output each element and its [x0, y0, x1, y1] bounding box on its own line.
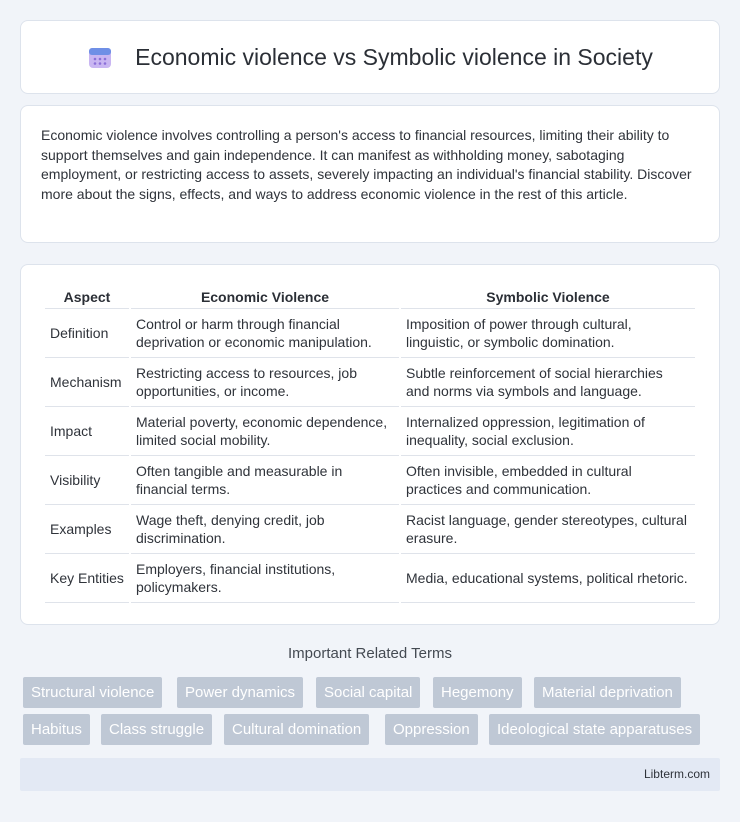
row-symbolic: Media, educational systems, political rhetoric.: [401, 554, 695, 603]
row-symbolic: Imposition of power through cultural, linguistic, or symbolic domination.: [401, 309, 695, 358]
header-economic: Economic Violence: [131, 285, 399, 309]
table-row: [45, 554, 695, 603]
related-tag[interactable]: Power dynamics: [177, 677, 303, 708]
title-card: [20, 20, 720, 94]
comparison-table: [43, 285, 697, 603]
row-aspect: Definition: [45, 309, 129, 358]
related-tag[interactable]: Cultural domination: [224, 714, 369, 745]
related-tag[interactable]: Hegemony: [433, 677, 522, 708]
related-tag[interactable]: Social capital: [316, 677, 420, 708]
related-tag[interactable]: Ideological state apparatuses: [489, 714, 700, 745]
row-aspect: Mechanism: [45, 358, 129, 407]
related-tag[interactable]: Material deprivation: [534, 677, 681, 708]
related-tag[interactable]: Class struggle: [101, 714, 212, 745]
related-tag[interactable]: Oppression: [385, 714, 478, 745]
table-header-row: [45, 285, 695, 309]
table-row: [45, 505, 695, 554]
row-aspect: Key Entities: [45, 554, 129, 603]
row-economic: Material poverty, economic dependence, limited social mobility.: [131, 407, 399, 456]
table-row: [45, 407, 695, 456]
page-title: Economic violence vs Symbolic violence in Society: [135, 43, 653, 70]
row-symbolic: Racist language, gender stereotypes, cultural erasure.: [401, 505, 695, 554]
row-symbolic: Often invisible, embedded in cultural practices and communication.: [401, 456, 695, 505]
table-row: [45, 309, 695, 358]
footer: [20, 758, 720, 791]
row-symbolic: Subtle reinforcement of social hierarchies and norms via symbols and language.: [401, 358, 695, 407]
row-symbolic: Internalized oppression, legitimation of inequality, social exclusion.: [401, 407, 695, 456]
header-aspect: Aspect: [45, 285, 129, 309]
intro-card: [20, 105, 720, 243]
intro-text: Economic violence involves controlling a person's access to financial resources, limiting their ability to support themselves and gain independence. It can manifest as withholding money, sabotaging employment, or restricting access to assets, severely impacting an individual's financial stability. Discover more about the signs, effects, and ways to address economic violence in the rest of this article.: [41, 127, 692, 202]
row-aspect: Visibility: [45, 456, 129, 505]
row-economic: Wage theft, denying credit, job discrimination.: [131, 505, 399, 554]
row-economic: Restricting access to resources, job opportunities, or income.: [131, 358, 399, 407]
calendar-icon: [87, 44, 113, 70]
table-row: [45, 358, 695, 407]
related-tag[interactable]: Habitus: [23, 714, 90, 745]
row-economic: Control or harm through financial deprivation or economic manipulation.: [131, 309, 399, 358]
footer-brand[interactable]: Libterm.com: [643, 767, 710, 781]
comparison-table-card: [20, 264, 720, 625]
row-aspect: Examples: [45, 505, 129, 554]
table-row: [45, 456, 695, 505]
row-aspect: Impact: [45, 407, 129, 456]
related-tag[interactable]: Structural violence: [23, 677, 162, 708]
header-symbolic: Symbolic Violence: [401, 285, 695, 309]
row-economic: Often tangible and measurable in financial terms.: [131, 456, 399, 505]
related-terms-title: Important Related Terms: [288, 645, 452, 662]
row-economic: Employers, financial institutions, policymakers.: [131, 554, 399, 603]
